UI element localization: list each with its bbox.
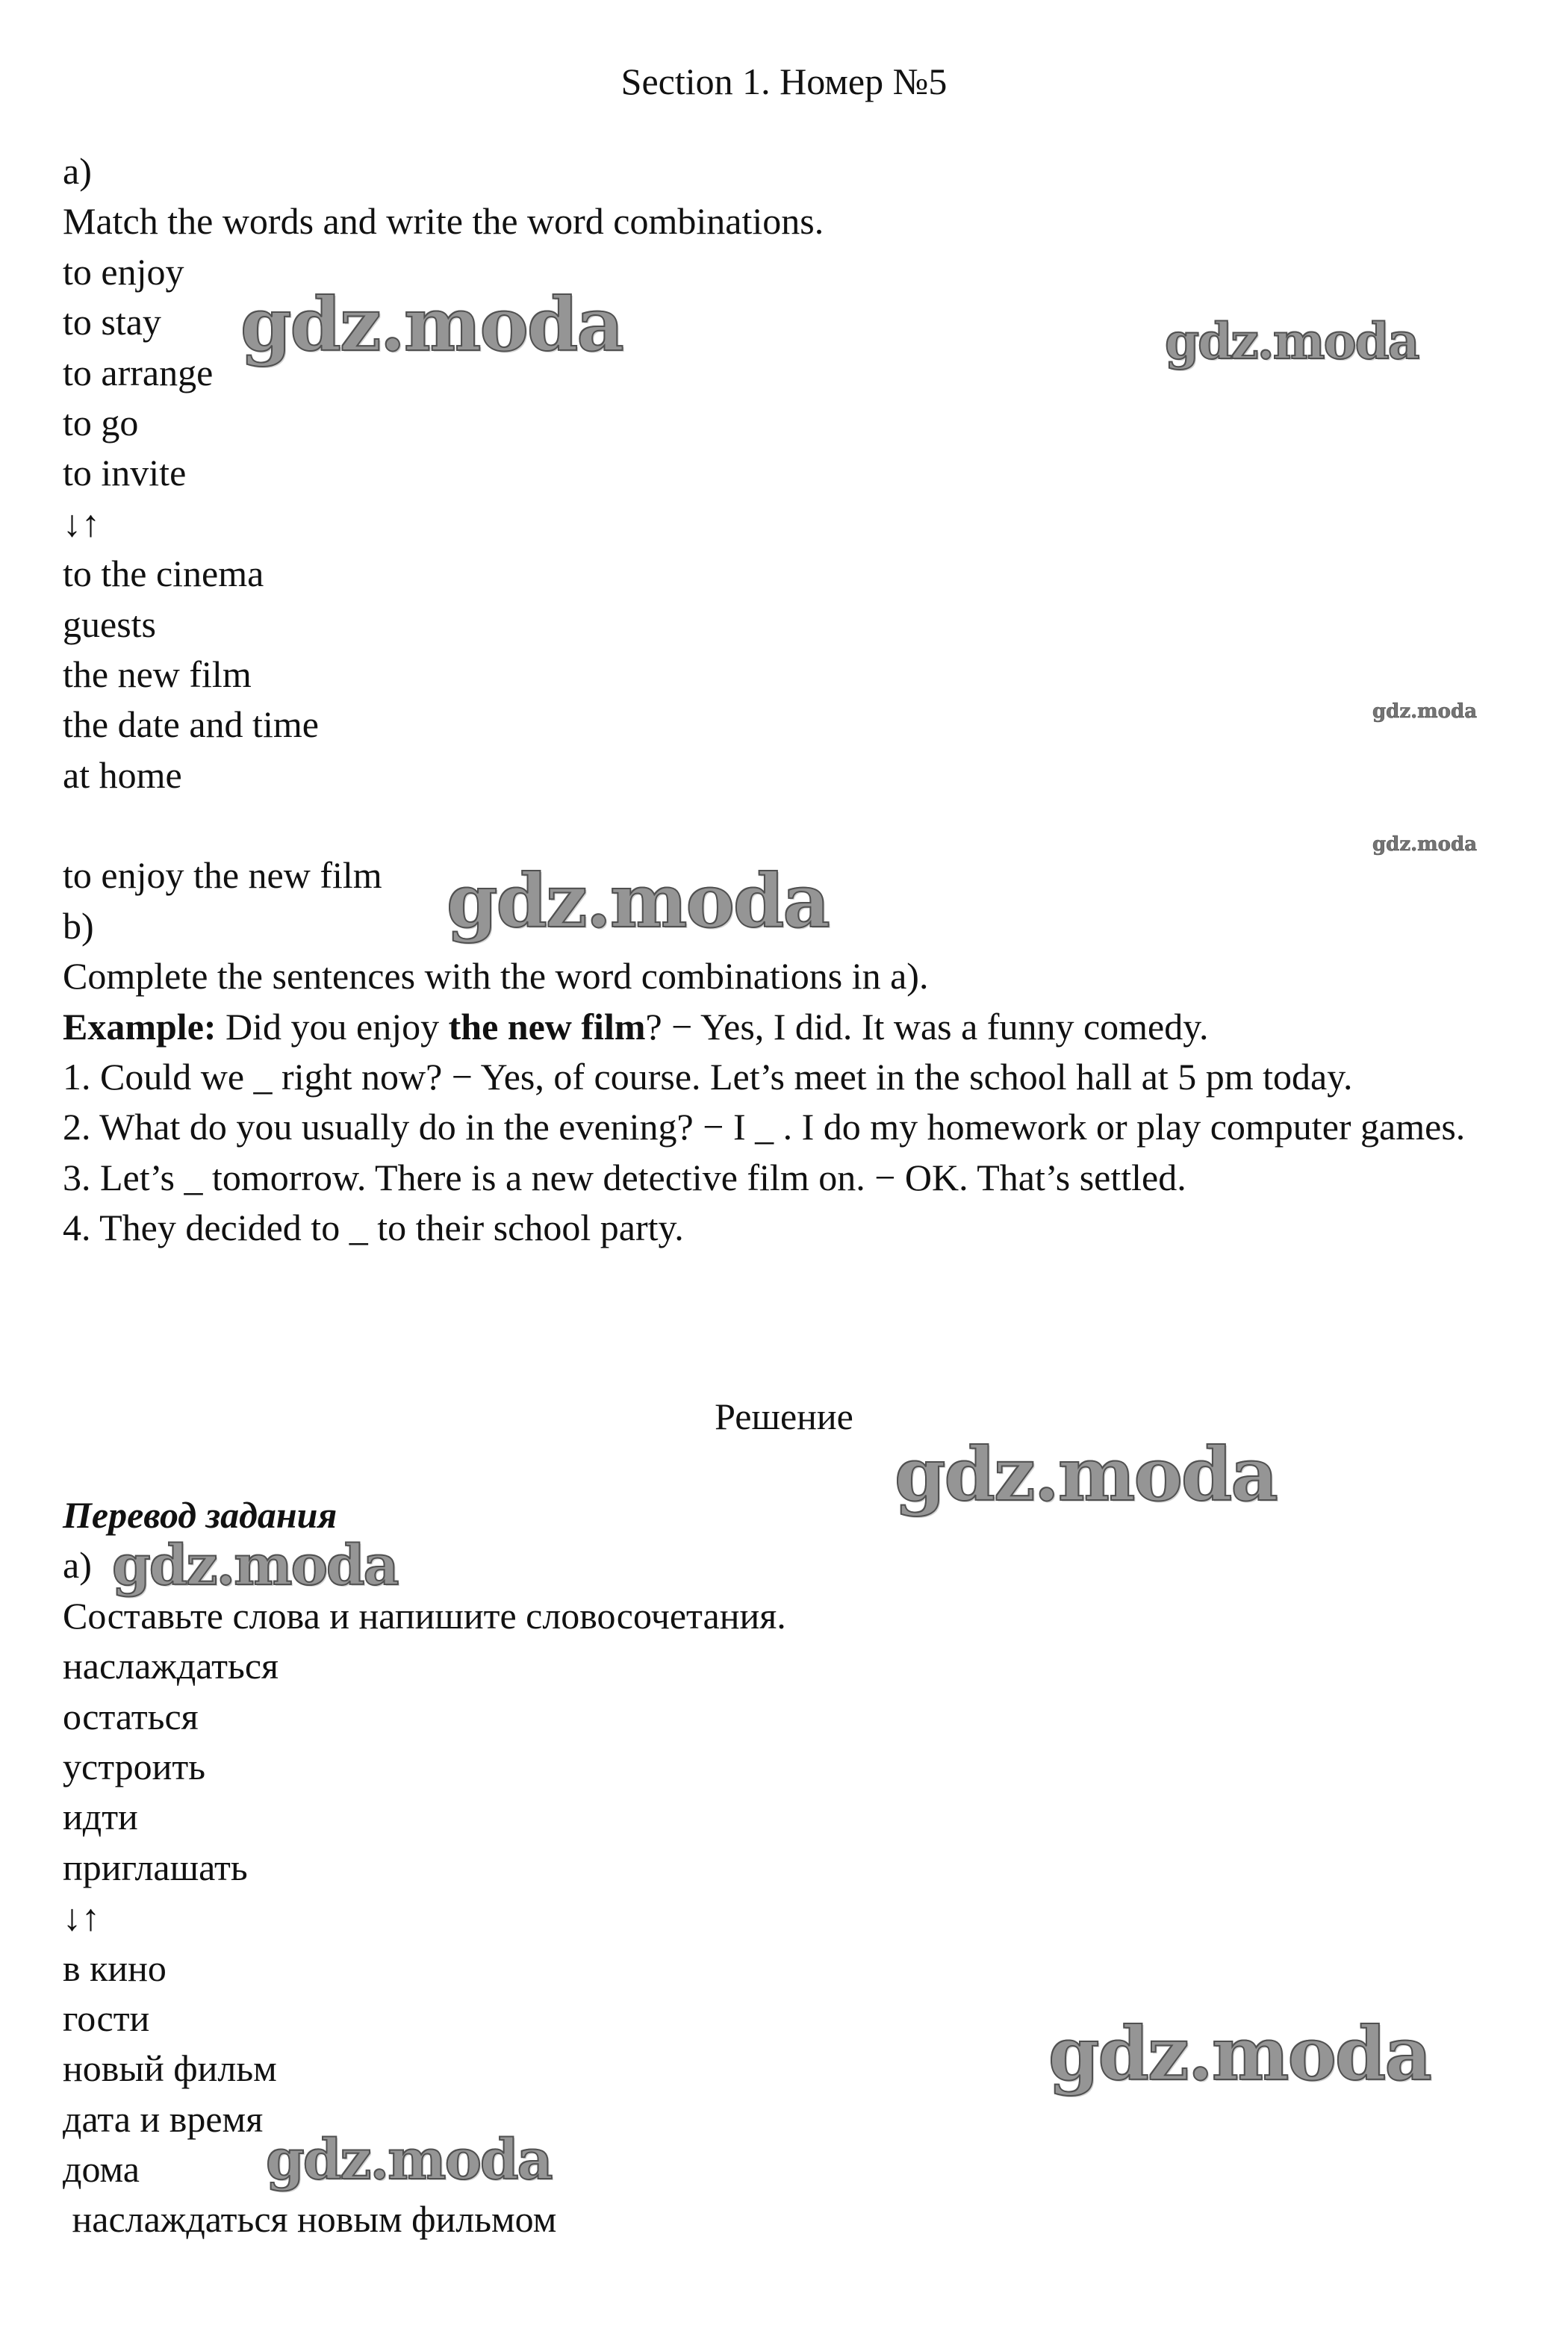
ru-answer-example: наслаждаться новым фильмом — [63, 2198, 557, 2241]
part-a-label: a) — [63, 150, 92, 192]
page-title: Section 1. Номер №5 — [620, 60, 948, 102]
ru-left-word: устроить — [63, 1745, 206, 1787]
ru-right-word: дома — [63, 2148, 140, 2191]
watermark-logo: gdz.moda — [447, 859, 829, 945]
part-a-instruction: Match the words and write the word combinations. — [63, 200, 824, 243]
example-sentence — [63, 1002, 1526, 1052]
example-text-after: ? − Yes, I did. It was a funny comedy. — [645, 1005, 1209, 1048]
right-word: to the cinema — [63, 553, 264, 595]
left-word: to go — [63, 401, 139, 444]
ru-part-a-label: a) — [63, 1544, 92, 1587]
sentence-1: 1. Could we _ right now? − Yes, of course. Let’s meet in the school hall at 5 pm today. — [63, 1056, 1353, 1098]
watermark-logo: gdz.moda — [112, 1534, 398, 1598]
right-word: the date and time — [63, 703, 319, 746]
ru-left-word: наслаждаться — [63, 1645, 279, 1687]
left-word: to stay — [63, 301, 161, 343]
ru-right-word: новый фильм — [63, 2047, 277, 2090]
right-word: at home — [63, 753, 182, 796]
watermark-logo: gdz.moda — [1048, 2011, 1431, 2097]
ru-instruction: Составьте слова и напишите словосочетания. — [63, 1594, 786, 1637]
answer-example: to enjoy the new film — [63, 854, 382, 897]
translation-heading: Перевод задания — [63, 1494, 337, 1536]
match-arrows: ↓↑ — [63, 502, 100, 544]
example-label: Example: — [63, 1005, 217, 1048]
sentence-2: 2. What do you usually do in the evening? − I _ . I do my homework or play computer games. — [63, 1106, 1466, 1148]
ru-right-word: гости — [63, 1997, 150, 2039]
left-word: to arrange — [63, 351, 214, 393]
watermark-logo: gdz.moda — [895, 1432, 1277, 1518]
example-text-before: Did you enjoy — [216, 1005, 449, 1048]
ru-right-word: в кино — [63, 1947, 167, 1989]
ru-right-word: дата и время — [63, 2097, 264, 2140]
ru-left-word: остаться — [63, 1695, 199, 1737]
left-word: to invite — [63, 452, 187, 494]
sentence-4: 4. They decided to _ to their school party. — [63, 1207, 684, 1249]
left-word: to enjoy — [63, 250, 184, 293]
ru-left-word: приглашать — [63, 1846, 248, 1888]
part-b-label: b) — [63, 904, 94, 947]
sentence-3: 3. Let’s _ tomorrow. There is a new detective film on. − OK. That’s settled. — [63, 1156, 1186, 1198]
right-word: the new film — [63, 653, 252, 695]
ru-match-arrows: ↓↑ — [63, 1896, 100, 1939]
right-word: guests — [63, 603, 156, 645]
watermark-logo: gdz.moda — [1372, 700, 1478, 723]
watermark-logo: gdz.moda — [240, 282, 623, 368]
watermark-logo: gdz.moda — [266, 2128, 552, 2192]
part-b-instruction: Complete the sentences with the word combinations in a). — [63, 955, 929, 998]
ru-left-word: идти — [63, 1796, 138, 1838]
example-bold: the new film — [448, 1005, 646, 1048]
solution-heading: Решение — [715, 1395, 853, 1437]
watermark-logo: gdz.moda — [1165, 312, 1419, 370]
watermark-logo: gdz.moda — [1372, 833, 1478, 856]
